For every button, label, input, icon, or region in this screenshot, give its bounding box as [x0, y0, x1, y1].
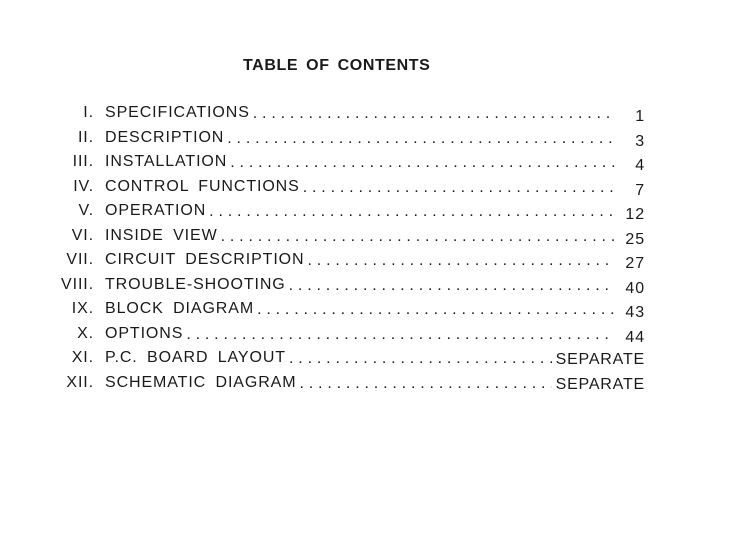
toc-numeral: IV.	[73, 177, 94, 195]
toc-title: CIRCUIT DESCRIPTION	[105, 251, 305, 268]
toc-title: BLOCK DIAGRAM	[105, 300, 255, 317]
toc-title: SPECIFICATIONS	[105, 104, 250, 121]
toc-entry	[40, 202, 645, 227]
dot-leader	[209, 203, 615, 221]
toc-numeral: X.	[77, 324, 94, 342]
toc-entry	[40, 104, 645, 129]
toc-entry	[40, 227, 645, 252]
toc-page-number: SEPARATE	[555, 375, 645, 393]
toc-numeral: XI.	[71, 349, 94, 366]
dot-leader	[299, 375, 551, 393]
toc-entry	[40, 178, 645, 203]
dot-leader	[227, 130, 615, 148]
toc-entry	[40, 374, 645, 399]
toc-entry	[40, 129, 645, 154]
toc-title: DESCRIPTION	[105, 128, 225, 146]
toc-numeral: II.	[77, 128, 94, 146]
toc-page-number: 12	[625, 206, 645, 223]
toc-page-number: 25	[625, 230, 645, 248]
toc-title: P.C. BOARD LAYOUT	[105, 349, 286, 366]
toc-numeral: VI.	[71, 226, 94, 244]
toc-numeral: VIII.	[61, 275, 94, 293]
dot-leader	[257, 301, 615, 319]
dot-leader	[307, 252, 615, 270]
toc-page-number: 4	[635, 157, 645, 174]
toc-page-number: 44	[625, 328, 645, 346]
toc-page-number: 1	[635, 108, 645, 125]
toc-entry	[40, 300, 645, 325]
toc-numeral: VII.	[66, 251, 94, 268]
toc-page-number: SEPARATE	[555, 351, 645, 368]
toc-numeral: XII.	[66, 373, 94, 391]
toc-numeral: III.	[72, 153, 94, 170]
dot-leader	[186, 326, 615, 344]
toc-page-number: 7	[635, 181, 645, 199]
toc-title: OPTIONS	[105, 324, 184, 342]
dot-leader	[289, 350, 552, 368]
toc-entry	[40, 153, 645, 178]
dot-leader	[303, 179, 615, 197]
toc-title: OPERATION	[105, 202, 207, 219]
dot-leader	[221, 228, 615, 246]
toc-page-number: 43	[625, 304, 645, 321]
toc-entry	[40, 251, 645, 276]
toc-numeral: V.	[78, 202, 94, 219]
dot-leader	[253, 105, 615, 123]
dot-leader	[289, 277, 615, 295]
toc-page-number: 40	[625, 279, 645, 297]
table-of-contents	[40, 104, 645, 398]
toc-numeral: IX.	[71, 300, 94, 317]
page-title: TABLE OF CONTENTS	[243, 57, 431, 74]
toc-page-number: 3	[635, 132, 645, 150]
toc-title: SCHEMATIC DIAGRAM	[105, 373, 297, 391]
toc-page-number: 27	[625, 255, 645, 272]
toc-title: INSTALLATION	[105, 153, 228, 170]
toc-title: TROUBLE-SHOOTING	[105, 275, 286, 293]
dot-leader	[230, 154, 615, 172]
toc-numeral: I.	[83, 104, 94, 121]
toc-title: INSIDE VIEW	[105, 226, 218, 244]
toc-entry	[40, 325, 645, 350]
toc-entry	[40, 349, 645, 374]
toc-entry	[40, 276, 645, 301]
toc-title: CONTROL FUNCTIONS	[105, 177, 300, 195]
